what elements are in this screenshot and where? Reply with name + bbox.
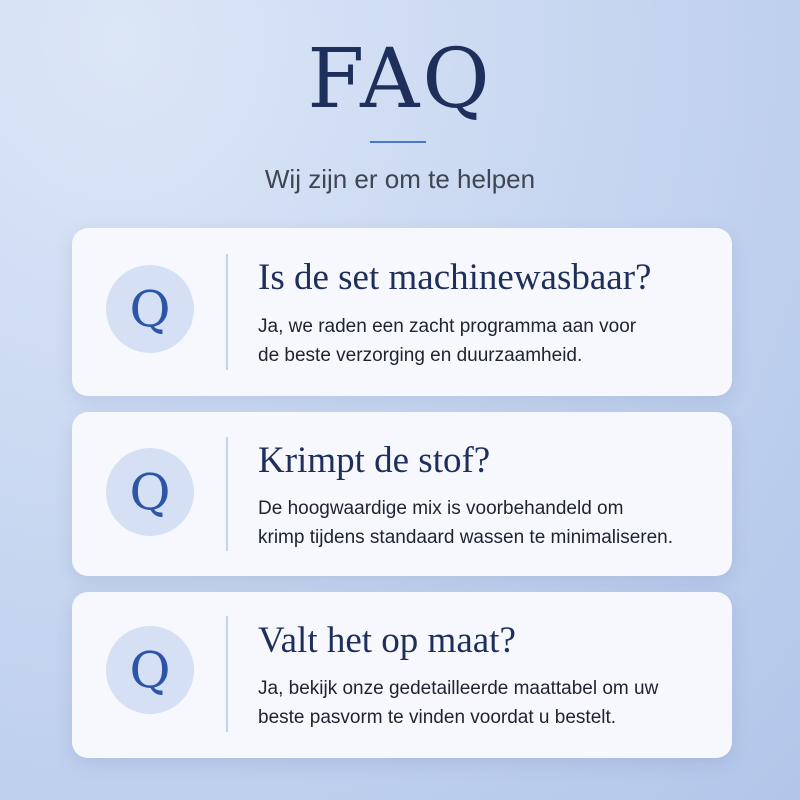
card-divider	[226, 437, 228, 551]
faq-answer-line: krimp tijdens standaard wassen te minimaliseren.	[258, 527, 674, 548]
faq-question: Is de set machinewasbaar?	[258, 257, 652, 298]
faq-card-shrink[interactable]	[72, 412, 732, 576]
faq-answer-line: Ja, bekijk onze gedetailleerde maattabel om uw	[258, 678, 659, 699]
card-divider	[226, 616, 228, 732]
page-subtitle: Wij zijn er om te helpen	[264, 164, 536, 194]
faq-answer-line: de beste verzorging en duurzaamheid.	[258, 345, 583, 366]
faq-answer	[258, 312, 728, 370]
faq-card-washable[interactable]	[72, 228, 732, 396]
faq-answer	[258, 674, 728, 732]
faq-answer-line: beste pasvorm te vinden voordat u bestelt.	[258, 707, 617, 728]
question-badge-icon	[106, 448, 194, 536]
question-badge-letter: Q	[129, 641, 171, 699]
question-badge-icon	[106, 626, 194, 714]
page-title: FAQ	[307, 32, 493, 127]
faq-answer-line: Ja, we raden een zacht programma aan voor	[258, 316, 637, 337]
question-badge-letter: Q	[129, 280, 171, 338]
question-badge-letter: Q	[129, 463, 171, 521]
question-badge-icon	[106, 265, 194, 353]
title-underline	[370, 141, 426, 143]
faq-question: Krimpt de stof?	[258, 440, 491, 481]
faq-answer	[258, 494, 728, 552]
faq-card-fit[interactable]	[72, 592, 732, 758]
faq-answer-line: De hoogwaardige mix is voorbehandeld om	[258, 498, 624, 519]
faq-question: Valt het op maat?	[258, 620, 516, 661]
card-divider	[226, 254, 228, 370]
